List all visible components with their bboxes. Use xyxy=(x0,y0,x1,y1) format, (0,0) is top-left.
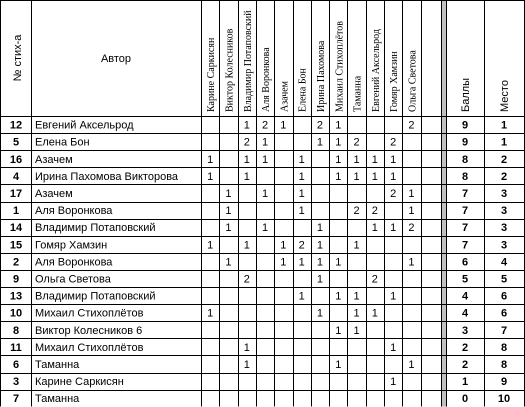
vote-cell: 1 xyxy=(390,376,397,389)
header-juror: Владимир Потаповский xyxy=(242,10,254,112)
row-number: 11 xyxy=(10,341,22,354)
vote-cell: 2 xyxy=(316,119,324,132)
vote-cell: 1 xyxy=(371,307,378,320)
row-number: 4 xyxy=(12,170,20,183)
header-juror: Азачем xyxy=(279,80,291,112)
vote-cell: 1 xyxy=(298,256,305,269)
row-number: 7 xyxy=(12,393,20,406)
row-score: 4 xyxy=(461,307,469,320)
row-number: 2 xyxy=(12,256,20,269)
vote-cell: 1 xyxy=(207,307,214,320)
row-number: 10 xyxy=(9,307,23,320)
vote-cell: 1 xyxy=(335,153,342,166)
vote-cell: 1 xyxy=(335,256,342,269)
header-juror: Карине Саркисян xyxy=(206,37,218,112)
row-place: 7 xyxy=(500,324,508,337)
header-author: Автор xyxy=(100,53,132,65)
vote-cell: 2 xyxy=(353,136,360,149)
row-author: Азачем xyxy=(35,153,73,166)
row-score: 7 xyxy=(461,222,469,235)
row-author: Ирина Пахомова Викторова xyxy=(35,170,179,183)
row-score: 8 xyxy=(461,153,469,166)
vote-cell: 1 xyxy=(316,307,324,320)
row-score: 2 xyxy=(461,341,469,354)
row-place: 5 xyxy=(500,273,508,286)
vote-cell: 1 xyxy=(280,256,287,269)
row-place: 2 xyxy=(500,170,508,183)
header-juror: Ирина Пахомова xyxy=(315,40,327,112)
vote-cell: 1 xyxy=(353,153,360,166)
row-score: 3 xyxy=(461,324,469,337)
vote-cell: 1 xyxy=(371,170,378,183)
vote-cell: 1 xyxy=(353,170,360,183)
vote-cell: 1 xyxy=(298,153,305,166)
row-author: Ольга Светова xyxy=(35,273,111,286)
vote-cell: 1 xyxy=(335,324,342,337)
header-juror: Михаил Стихоплётов xyxy=(334,20,346,112)
vote-cell: 1 xyxy=(371,153,378,166)
row-score: 2 xyxy=(461,359,469,371)
vote-cell: 1 xyxy=(335,170,342,183)
row-number: 5 xyxy=(12,136,20,149)
row-number: 1 xyxy=(12,205,20,218)
vote-cell: 2 xyxy=(298,239,305,252)
vote-cell: 1 xyxy=(335,119,342,132)
row-place: 3 xyxy=(500,239,508,252)
vote-cell: 2 xyxy=(390,188,397,200)
row-score: 6 xyxy=(461,256,469,269)
row-score: 9 xyxy=(461,136,469,149)
header-juror: Евгений Аксельрод xyxy=(370,29,382,112)
vote-cell: 1 xyxy=(353,239,360,252)
header-place: Место xyxy=(499,80,511,112)
vote-cell: 1 xyxy=(225,222,232,235)
vote-cell: 1 xyxy=(225,188,232,200)
vote-cell: 1 xyxy=(207,153,214,166)
vote-cell: 1 xyxy=(390,170,397,183)
vote-cell: 1 xyxy=(243,119,250,132)
row-author: Азачем xyxy=(35,188,73,200)
row-score: 7 xyxy=(461,239,469,252)
vote-cell: 1 xyxy=(261,136,269,149)
header-juror: Ольга Светова xyxy=(407,50,419,112)
vote-cell: 1 xyxy=(298,170,305,183)
vote-cell: 1 xyxy=(408,205,415,218)
vote-cell: 2 xyxy=(261,119,269,132)
vote-cell: 1 xyxy=(280,239,287,252)
vote-cell: 1 xyxy=(335,359,342,371)
header-juror: Виктор Колесников xyxy=(224,28,236,112)
row-author: Елена Бон xyxy=(35,136,90,149)
row-place: 2 xyxy=(500,153,508,166)
vote-cell: 1 xyxy=(243,153,250,166)
vote-cell: 1 xyxy=(316,239,324,252)
row-author: Виктор Колесников 6 xyxy=(35,324,143,337)
row-score: 5 xyxy=(461,273,469,286)
vote-cell: 2 xyxy=(408,222,415,235)
vote-cell: 1 xyxy=(316,136,324,149)
row-score: 0 xyxy=(461,393,469,406)
row-number: 15 xyxy=(9,239,23,252)
vote-cell: 1 xyxy=(316,222,324,235)
vote-cell: 1 xyxy=(261,222,269,235)
vote-cell: 2 xyxy=(408,119,415,132)
vote-cell: 2 xyxy=(353,205,360,218)
row-author: Михаил Стихоплётов xyxy=(35,307,144,320)
row-author: Аля Воронкова xyxy=(35,205,113,218)
vote-cell: 1 xyxy=(390,341,397,354)
row-score: 7 xyxy=(461,188,469,200)
vote-cell: 1 xyxy=(335,136,342,149)
vote-cell: 1 xyxy=(390,290,397,303)
row-place: 8 xyxy=(500,341,508,354)
row-place: 3 xyxy=(500,205,508,218)
vote-cell: 1 xyxy=(298,290,305,303)
header-juror: Гомяр Хамзин xyxy=(389,51,401,112)
vote-cell: 1 xyxy=(207,170,214,183)
row-number: 16 xyxy=(9,153,23,166)
row-number: 6 xyxy=(12,359,20,371)
vote-cell: 1 xyxy=(207,239,214,252)
vote-cell: 1 xyxy=(243,341,250,354)
row-number: 14 xyxy=(9,222,23,235)
row-place: 4 xyxy=(500,256,508,269)
vote-cell: 2 xyxy=(243,136,250,149)
header-juror: Таманна xyxy=(352,75,364,112)
vote-cell: 1 xyxy=(225,205,232,218)
row-author: Таманна xyxy=(35,393,80,406)
vote-cell: 1 xyxy=(316,256,324,269)
row-author: Михаил Стихоплётов xyxy=(35,341,144,354)
vote-cell: 1 xyxy=(243,239,250,252)
vote-cell: 1 xyxy=(316,273,324,286)
vote-cell: 1 xyxy=(353,307,360,320)
row-number: 9 xyxy=(12,273,20,286)
header-juror: Елена Бон xyxy=(297,68,309,112)
vote-cell: 1 xyxy=(353,324,360,337)
vote-cell: 1 xyxy=(261,153,269,166)
vote-cell: 1 xyxy=(408,359,415,371)
header-score: Баллы xyxy=(460,77,472,112)
vote-cell: 1 xyxy=(335,290,342,303)
header-juror: Аля Воронкова xyxy=(261,47,273,112)
row-author: Таманна xyxy=(35,359,80,371)
row-author: Владимир Потаповский xyxy=(35,290,156,303)
row-author: Карине Саркисян xyxy=(35,376,124,389)
row-place: 6 xyxy=(500,307,508,320)
vote-cell: 1 xyxy=(390,222,397,235)
vote-cell: 1 xyxy=(408,188,415,200)
row-place: 3 xyxy=(500,188,508,200)
row-score: 9 xyxy=(461,119,469,132)
vote-cell: 1 xyxy=(390,153,397,166)
vote-cell: 1 xyxy=(353,290,360,303)
row-place: 10 xyxy=(497,393,511,406)
vote-cell: 1 xyxy=(298,188,305,200)
vote-cell: 1 xyxy=(261,188,269,200)
row-place: 9 xyxy=(500,376,508,389)
vote-cell: 1 xyxy=(408,256,415,269)
row-author: Аля Воронкова xyxy=(35,256,113,269)
row-score: 8 xyxy=(461,170,469,183)
row-number: 3 xyxy=(12,376,20,389)
row-place: 1 xyxy=(500,136,508,149)
row-score: 7 xyxy=(461,205,469,218)
vote-cell: 2 xyxy=(371,273,378,286)
vote-cell: 1 xyxy=(225,256,232,269)
row-place: 3 xyxy=(500,222,508,235)
vote-cell: 1 xyxy=(371,222,378,235)
row-place: 8 xyxy=(500,359,508,371)
row-number: 8 xyxy=(12,324,20,337)
row-score: 4 xyxy=(461,290,469,303)
row-number: 12 xyxy=(9,119,23,132)
row-score: 1 xyxy=(461,376,469,389)
vote-cell: 1 xyxy=(280,119,287,132)
row-place: 6 xyxy=(500,290,508,303)
vote-cell: 2 xyxy=(390,136,397,149)
row-author: Владимир Потаповский xyxy=(35,222,156,235)
row-author: Гомяр Хамзин xyxy=(35,239,108,252)
row-number: 13 xyxy=(9,290,23,303)
vote-cell: 2 xyxy=(371,205,378,218)
row-place: 1 xyxy=(500,119,508,132)
vote-cell: 1 xyxy=(243,170,250,183)
row-author: Евгений Аксельрод xyxy=(35,119,134,132)
vote-cell: 1 xyxy=(298,205,305,218)
vote-cell: 2 xyxy=(243,273,250,286)
row-number: 17 xyxy=(9,188,23,200)
vote-cell: 1 xyxy=(243,359,250,371)
header-num: № стих-а xyxy=(12,34,24,82)
